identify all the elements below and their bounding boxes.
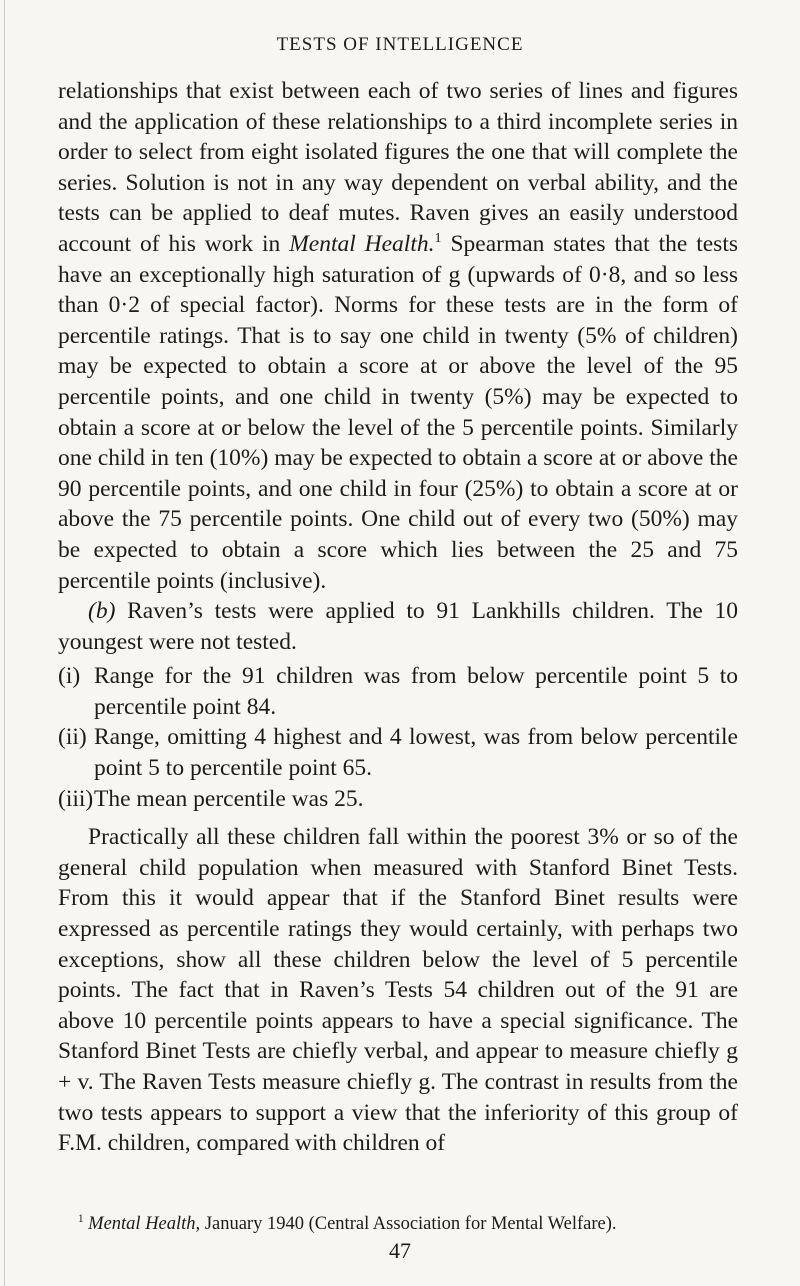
journal-title: Mental Health. [289, 230, 435, 257]
section-label: (b) [88, 598, 116, 625]
list-item-text: The mean percentile was 25. [94, 785, 364, 812]
list-item [58, 784, 738, 815]
footnote-journal-title: Mental Health, [88, 1214, 201, 1234]
paragraph-3: Practically all these children fall within the poorest 3% or so of the general child population when measured with Stanford Binet Tests. From this it would appear that if the Stanford Binet results were expressed as percentile ratings they would certainly, with perhaps two exceptions, show all these children below the level of 5 percentile points. The fact that in Raven’s Tests 54 children out of the 91 are above 10 percentile points appears to have a special significance. The Stanford Binet Tests are chiefly verbal, and appear to measure chiefly g + v. The Raven Tests measure chiefly g. The contrast in results from the two tests appears to support a view that the inferiority of this group of F.M. children, compared with children of [58, 824, 738, 1157]
list-item-text: Range for the 91 children was from below percentile point 5 to percentile point 84. [94, 663, 738, 720]
results-list [58, 661, 738, 814]
footnote-mark: 1 [78, 1212, 84, 1225]
list-item-number: (i) [58, 663, 81, 690]
list-item [58, 661, 738, 722]
page-edge [4, 0, 5, 1286]
footnote [58, 1212, 758, 1236]
paragraph-2 [58, 596, 738, 657]
list-item-number: (ii) [58, 724, 87, 751]
list-item-number: (iii) [58, 785, 94, 812]
footnote-reference: 1 [434, 230, 442, 247]
running-head: TESTS OF INTELLIGENCE [276, 34, 524, 55]
paragraph-2-text: Raven’s tests were applied to 91 Lankhills children. The 10 youngest were not tested. [58, 598, 738, 655]
body-text [58, 76, 738, 1159]
list-item [58, 722, 738, 783]
paragraph-1 [58, 76, 738, 596]
page-number: 47 [389, 1238, 411, 1263]
paragraph-1-start: relationships that exist between each of two series of lines and figures and the application of these relationships to a third incomplete series in order to select from eight isolated figures the one that will complete the series. Solution is not in any way dependent on verbal ability, and the tests can be applied to deaf mutes. Raven gives an easily understood account of his work in [58, 78, 738, 257]
paragraph-1-end: Spearman states that the tests have an exceptionally high saturation of g (upwards of 0·8, and so less than 0·2 of special factor). Norms for these tests are in the form of percentile ratings. That is to say one child in twenty (5% of children) may be expected to obtain a score at or above the level of the 95 percentile points, and one child in twenty (5%) may be expected to obtain a score at or below the level of the 5 percentile points. Similarly one child in ten (10%) may be expected to obtain a score at or above the 90 percentile points, and one child in four (25%) to obtain a score at or above the 75 percentile points. One child out of every two (50%) may be expected to obtain a score which lies between the 25 and 75 percentile points (inclusive). [58, 230, 738, 594]
footnote-text: January 1940 (Central Association for Mental Welfare). [200, 1214, 617, 1234]
list-item-text: Range, omitting 4 highest and 4 lowest, was from below percentile point 5 to percentile point 65. [94, 724, 738, 782]
